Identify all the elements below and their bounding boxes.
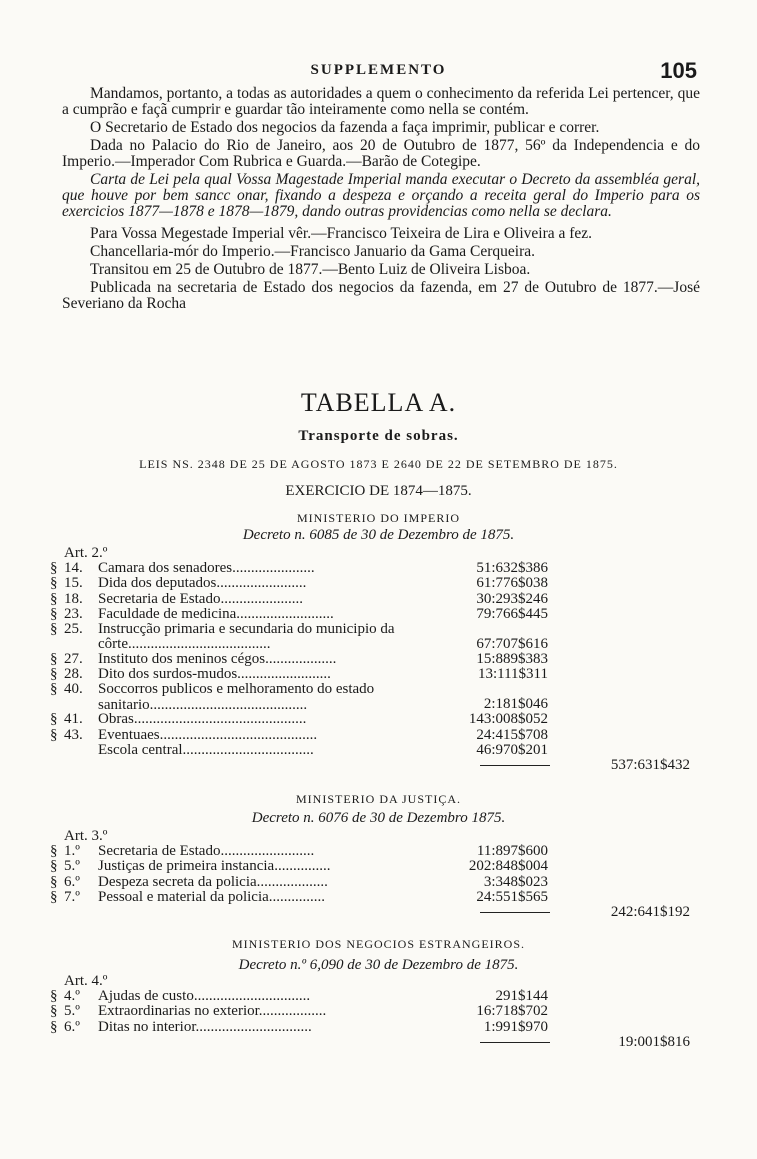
table-row: § 15. Dida dos deputados........................ 61:776$038: [50, 575, 548, 592]
table-row: § 6.º Ditas no interior............................... 1:991$970: [50, 1018, 548, 1035]
article-label: Art. 4.º: [64, 973, 108, 989]
table-row: § 1.º Secretaria de Estado......................... 11:897$600: [50, 843, 548, 860]
table-row: § 7.º Pessoal e material da policia............... 24:551$565: [50, 888, 548, 905]
table-row: § 6.º Despeza secreta da policia................... 3:348$023: [50, 873, 548, 890]
article-label: Art. 3.º: [64, 828, 108, 844]
page-header: [0, 58, 757, 83]
section-total-row: [50, 758, 690, 773]
total-rule: [480, 912, 550, 913]
table-row: § 27. Instituto dos meninos cégos................... 15:889$383: [50, 650, 548, 667]
table-row: § 23. Faculdade de medicina.......................... 79:766$445: [50, 605, 548, 622]
table-row: § 5.º Justiças de primeira instancia............... 202:848$004: [50, 858, 548, 875]
intro-paragraph: O Secretario de Estado dos negocios da fazenda a faça imprimir, publicar e correr.: [90, 119, 600, 136]
table-row: Escola central................................... 46:970$201: [98, 741, 548, 758]
intro-paragraph: Chancellaria-mór do Imperio.—Francisco Januario da Gama Cerqueira.: [90, 243, 536, 260]
decree-line: Decreto n.º 6,090 de 30 de Dezembro de 1875.: [238, 957, 519, 973]
intro-paragraph: Para Vossa Megestade Imperial vêr.—Francisco Teixeira de Lira e Oliveira a fez.: [90, 225, 593, 242]
total-rule: [480, 1042, 550, 1043]
table-row: § 14. Camara dos senadores...................... 51:632$386: [50, 560, 548, 577]
laws-line: LEIS NS. 2348 DE 25 DE AGOSTO 1873 E 2640 DE 22 DE SETEMBRO DE 1875.: [139, 457, 618, 471]
section-justica: [50, 829, 690, 920]
table-row: § 4.º Ajudas de custo............................... 291$144: [50, 988, 548, 1005]
running-title: SUPPLEMENTO: [310, 62, 447, 78]
article-label: Art. 2.º: [64, 545, 108, 561]
table-row: § 28. Dito dos surdos-mudos......................... 13:111$311: [50, 666, 548, 683]
ministry-heading: MINISTERIO DO IMPERIO: [297, 511, 460, 525]
intro-paragraph: Mandamos, portanto, a todas as autoridades a quem o conhecimento da referida Lei pertencer, que a cumprão e façã cumprir e guardar tão inteiramente como nella se contém.: [62, 85, 700, 118]
table-row: § 40. Soccorros publicos e melhoramento do estado sanitario.......................................... 2:181$046: [50, 681, 548, 713]
page-number: 105: [660, 58, 697, 83]
intro-paragraph: Publicada na secretaria de Estado dos negocios da fazenda, em 27 de Outubro de 1877.—José Severiano da Rocha: [62, 279, 700, 312]
intro-text: [62, 86, 700, 314]
exercise-line: EXERCICIO DE 1874—1875.: [285, 483, 472, 499]
table-row: § 43. Eventuaes.......................................... 24:415$708: [50, 726, 548, 743]
ministry-heading: MINISTERIO DOS NEGOCIOS ESTRANGEIROS.: [231, 937, 525, 951]
table-title: TABELLA A.: [300, 388, 457, 417]
decree-line: Decreto n. 6085 de 30 de Dezembro de 1875.: [242, 527, 515, 543]
table-row: § 18. Secretaria de Estado...................... 30:293$246: [50, 590, 548, 607]
table-row: § 25. Instrucção primaria e secundaria do municipio da côrte...................................... 67:707$616: [50, 620, 548, 653]
table-row: § 41. Obras.............................................. 143:008$052: [50, 711, 548, 728]
decree-line: Decreto n. 6076 de 30 de Dezembro 1875.: [251, 810, 506, 826]
intro-paragraph: Transitou em 25 de Outubro de 1877.—Bento Luiz de Oliveira Lisboa.: [90, 261, 531, 278]
section-total: 537:631$432: [610, 756, 690, 773]
total-rule: [480, 765, 550, 766]
table-subtitle: Transporte de sobras.: [298, 428, 459, 444]
section-estrangeiros: [50, 974, 690, 1050]
ministry-heading: MINISTERIO DA JUSTIÇA.: [295, 792, 461, 806]
section-total: 19:001$816: [618, 1033, 690, 1050]
section-imperio: [50, 546, 690, 773]
intro-paragraph: Carta de Lei pela qual Vossa Magestade Imperial manda executar o Decreto da assembléa geral, que houve por bem sancc onar, fixando a despeza e orçando a receita geral do Imperio para os exercicios 1877—1878 e 1878—1879, dando outras providencias como nella se declara.: [62, 171, 700, 220]
table-row: § 5.º Extraordinarias no exterior.................. 16:718$702: [50, 1003, 548, 1020]
section-total-row: [50, 905, 690, 920]
intro-paragraph: Dada no Palacio do Rio de Janeiro, aos 20 de Outubro de 1877, 56º da Independencia e do Imperio.—Imperador Com Rubrica e Guarda.—Barão de Cotegipe.: [62, 137, 700, 170]
section-total-row: [50, 1035, 690, 1050]
section-total: 242:641$192: [610, 903, 690, 920]
